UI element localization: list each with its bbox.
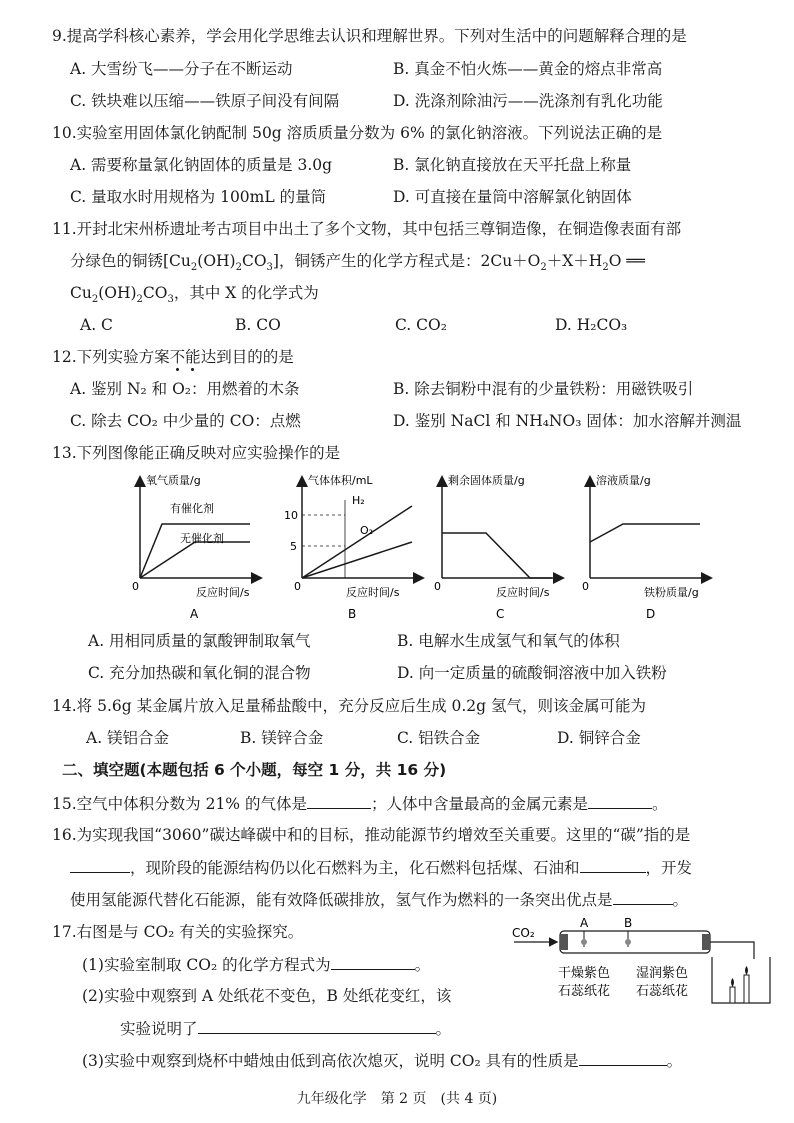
apparatus-flower-a xyxy=(581,939,587,945)
q9-option-b: B. 真金不怕火炼——黄金的熔点非常高 xyxy=(393,60,663,78)
graph-c-xlabel: 反应时间/s xyxy=(496,586,550,599)
q9-option-c: C. 铁块难以压缩——铁原子间没有间隔 xyxy=(70,92,340,110)
graph-a-line-no-catalyst xyxy=(140,542,250,578)
graph-a-label-catalyst: 有催化剂 xyxy=(170,502,214,515)
graph-c-title: 剩余固体质量/g xyxy=(448,474,525,487)
q17-sub2-line2: 实验说明了 。 xyxy=(120,1017,451,1040)
q10-option-b: B. 氯化钠直接放在天平托盘上称量 xyxy=(393,156,632,174)
graph-b-line-h2 xyxy=(302,506,412,578)
graph-a-caption: A xyxy=(190,607,199,621)
graph-b-title: 气体体积/mL xyxy=(308,474,373,487)
q17-blank-3[interactable] xyxy=(579,1049,667,1066)
q13-option-a: A. 用相同质量的氯酸钾制取氧气 xyxy=(88,632,311,650)
q12-option-d: D. 鉴别 NaCl 和 NH₄NO₃ 固体：加水溶解并测温 xyxy=(393,412,742,430)
q12-option-b: B. 除去铜粉中混有的少量铁粉：用磁铁吸引 xyxy=(393,380,694,398)
q11-option-a: A. C xyxy=(80,316,113,334)
q12-option-c: C. 除去 CO₂ 中少量的 CO：点燃 xyxy=(70,412,301,430)
graph-a-label-no-catalyst: 无催化剂 xyxy=(180,532,224,545)
q15-blank-2[interactable] xyxy=(588,792,652,809)
apparatus-delivery-tube xyxy=(710,942,754,959)
graph-b-xlabel: 反应时间/s xyxy=(346,586,400,599)
section-2-heading: 二、填空题(本题包括 6 个小题，每空 1 分，共 16 分) xyxy=(62,761,447,779)
graph-a-origin: 0 xyxy=(132,580,139,593)
q16-line3: 使用氢能源代替化石能源，能有效降低碳排放，氢气作为燃料的一条突出优点是 。 xyxy=(70,888,688,911)
apparatus-candle-low xyxy=(730,987,735,1003)
graph-d-line xyxy=(590,524,700,542)
graph-d-caption: D xyxy=(646,607,656,621)
apparatus-label-a-line2: 石蕊纸花 xyxy=(558,984,611,999)
q13-stem: 13.下列图像能正确反映对应实验操作的是 xyxy=(52,444,341,462)
graph-b-tick-5: 5 xyxy=(290,540,297,553)
q10-option-a: A. 需要称量氯化钠固体的质量是 3.0g xyxy=(70,156,333,174)
apparatus-label-a: A xyxy=(580,916,589,930)
graph-b xyxy=(280,470,430,628)
q15: 15.空气中体积分数为 21% 的气体是 ；人体中含量最高的金属元素是 。 xyxy=(52,792,668,815)
q11-stem-line3: $Cu_2(OH)_2CO_3$，其中 X 的化学式为 xyxy=(70,284,319,306)
apparatus-label-b: B xyxy=(624,916,633,930)
q17-stem: 17.右图是与 CO₂ 有关的实验探究。 xyxy=(52,923,304,941)
q14-option-b: B. 镁锌合金 xyxy=(240,729,324,747)
q17-sub2-line1: (2)实验中观察到 A 处纸花不变色，B 处纸花变红，该 xyxy=(82,987,452,1005)
apparatus-beaker xyxy=(712,957,770,1003)
graph-c-caption: C xyxy=(496,607,505,621)
q14-option-d: D. 铜锌合金 xyxy=(557,729,641,747)
graph-a xyxy=(118,470,268,628)
apparatus-label-b-line1: 湿润紫色 xyxy=(636,966,689,981)
q17-sub1: (1)实验室制取 CO₂ 的化学方程式为 。 xyxy=(82,953,430,976)
graph-c-line xyxy=(442,533,552,578)
graph-d-origin: 0 xyxy=(582,580,589,593)
q9-option-a: A. 大雪纷飞——分子在不断运动 xyxy=(70,60,293,78)
graph-b-line-o2 xyxy=(302,542,412,578)
page-footer: 九年级化学 第 2 页 (共 4 页) xyxy=(296,1091,498,1107)
apparatus-candle-high xyxy=(744,975,749,1003)
graph-b-caption: B xyxy=(348,607,357,621)
q14-stem: 14.将 5.6g 某金属片放入足量稀盐酸中，充分反应后生成 0.2g 氢气，则该金属可能为 xyxy=(52,697,647,715)
q14-option-a: A. 镁铝合金 xyxy=(86,729,170,747)
apparatus-right-stopper xyxy=(702,934,710,950)
apparatus-gas-label: CO₂ xyxy=(512,926,535,940)
q16-blank-1[interactable] xyxy=(70,856,130,873)
graph-b-label-h2: H₂ xyxy=(352,494,365,507)
q11-option-b: B. CO xyxy=(235,316,281,334)
q9-stem: 9.提高学科核心素养，学会用化学思维去认识和理解世界。下列对生活中的问题解释合理的是 xyxy=(52,27,687,45)
apparatus-label-a-line1: 干燥紫色 xyxy=(558,966,611,981)
graph-a-title: 氧气质量/g xyxy=(146,474,201,487)
q16-line1: 16.为实现我国“3060”碳达峰碳中和的目标，推动能源节约增效至关重要。这里的“碳”指的是 xyxy=(52,826,691,844)
apparatus-label-b-line2: 石蕊纸花 xyxy=(636,984,689,999)
graph-a-xlabel: 反应时间/s xyxy=(196,586,250,599)
graph-c xyxy=(420,470,570,628)
q13-option-d: D. 向一定质量的硫酸铜溶液中加入铁粉 xyxy=(397,664,667,682)
graph-b-origin: 0 xyxy=(294,580,301,593)
q11-stem-line2: 分绿色的铜锈$[Cu_2(OH)_2CO_3]$，铜锈产生的化学方程式是：$2Cu+O_2+X+H_2O$ ══ xyxy=(70,252,646,274)
graph-b-label-o2: O₂ xyxy=(360,524,374,537)
apparatus-flower-b xyxy=(625,939,631,945)
graph-d-title: 溶液质量/g xyxy=(596,474,651,487)
co2-apparatus-diagram xyxy=(508,915,776,1010)
q16-line2: ，现阶段的能源结构仍以化石燃料为主，化石燃料包括煤、石油和 ，开发 xyxy=(70,856,692,879)
graph-d-xlabel: 铁粉质量/g xyxy=(644,586,699,599)
q13-option-b: B. 电解水生成氢气和氧气的体积 xyxy=(397,632,620,650)
q11-option-d: D. H₂CO₃ xyxy=(555,316,628,334)
q10-option-c: C. 量取水时用规格为 100mL 的量筒 xyxy=(70,188,327,206)
q11-stem-line1: 11.开封北宋州桥遗址考古项目中出土了多个文物，其中包括三尊铜造像，在铜造像表面有部 xyxy=(52,220,682,238)
q16-blank-3[interactable] xyxy=(613,888,673,905)
graph-d xyxy=(568,470,718,628)
q12-stem: 12.下列实验方案不能达到目的的是 xyxy=(52,348,294,366)
apparatus-flame-low xyxy=(731,978,734,987)
q13-option-c: C. 充分加热碳和氧化铜的混合物 xyxy=(88,664,311,682)
q12-option-a: A. 鉴别 N₂ 和 O₂：用燃着的木条 xyxy=(70,380,300,398)
q11-option-c: C. CO₂ xyxy=(395,316,447,334)
q9-option-d: D. 洗涤剂除油污——洗涤剂有乳化功能 xyxy=(393,92,663,110)
q14-option-c: C. 铝铁合金 xyxy=(397,729,481,747)
graph-c-origin: 0 xyxy=(434,580,441,593)
apparatus-flame-high xyxy=(745,966,748,975)
q17-blank-1[interactable] xyxy=(331,953,415,970)
q10-stem: 10.实验室用固体氯化钠配制 50g 溶质质量分数为 6% 的氯化钠溶液。下列说法正确的是 xyxy=(52,124,663,142)
graph-b-tick-10: 10 xyxy=(284,509,298,522)
q17-sub3: (3)实验中观察到烧杯中蜡烛由低到高依次熄灭，说明 CO₂ 具有的性质是 。 xyxy=(82,1049,682,1072)
q16-blank-2[interactable] xyxy=(580,856,646,873)
apparatus-left-stopper xyxy=(560,934,568,950)
q17-blank-2[interactable] xyxy=(198,1017,436,1034)
q15-blank-1[interactable] xyxy=(307,792,371,809)
q10-option-d: D. 可直接在量筒中溶解氯化钠固体 xyxy=(393,188,632,206)
